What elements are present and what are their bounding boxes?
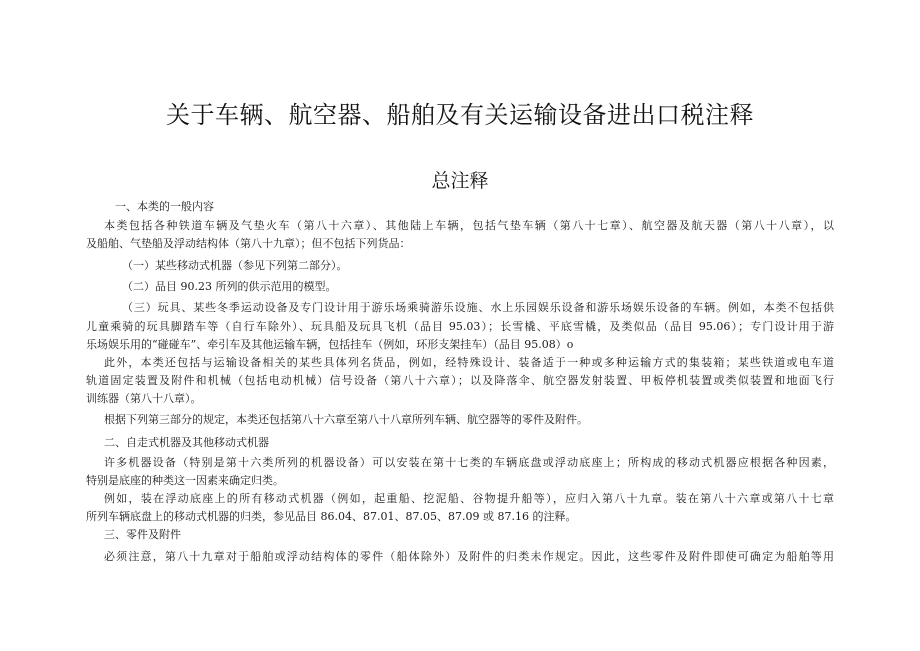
paragraph-line: 乐场娱乐用的“碰碰车”、牵引车及其他运输车辆，包括挂车（例如，环形支架挂车）（品目 95.08）o bbox=[86, 338, 574, 351]
paragraph-line: 本类包括各种铁道车辆及气垫火车（第八十六章）、其他陆上车辆，包括气垫车辆（第八十七章）、航空器及航天器（第八十八章），以 bbox=[104, 219, 834, 232]
exclusion-item-2: （二）品目 90.23 所列的供示范用的模型。 bbox=[122, 280, 337, 293]
paragraph-line: 许多机器设备（特别是第十六类所列的机器设备）可以安装在第十七类的车辆底盘或浮动底座上；所构成的移动式机器应根据各种因素， bbox=[104, 456, 834, 469]
paragraph-line: 此外，本类还包括与运输设备相关的某些具体列名货品，例如，经特殊设计、装备适于一种或多种运输方式的集装箱；某些铁道或电车道 bbox=[104, 356, 834, 369]
heading-parts-accessories: 三、零件及附件 bbox=[104, 528, 181, 541]
paragraph-line: 根据下列第三部分的规定，本类还包括第八十六章至第八十八章所列车辆、航空器等的零件及附件。 bbox=[104, 413, 588, 426]
heading-self-propelled-machines: 二、自走式机器及其他移动式机器 bbox=[104, 436, 269, 449]
paragraph-line: 训练器（第八十八章）。 bbox=[86, 392, 202, 405]
document-title: 关于车辆、航空器、船舶及有关运输设备进出口税注释 bbox=[166, 101, 754, 129]
paragraph-line: 例如，装在浮动底座上的所有移动式机器（例如，起重船、挖泥船、谷物提升船等），应归入第八十九章。装在第八十六章或第八十七章 bbox=[104, 492, 834, 505]
exclusion-item-3: （三）玩具、某些冬季运动设备及专门设计用于游乐场乘骑游乐设施、水上乐园娱乐设备和游乐场娱乐设备的车辆。例如，本类不包括供 bbox=[122, 301, 834, 314]
paragraph-line: 所列车辆底盘上的移动式机器的归类，参见品目 86.04、87.01、87.05、87.09 或 87.16 的注释。 bbox=[86, 510, 577, 523]
paragraph-line: 及船舶、气垫船及浮动结构体（第八十九章）；但不包括下列货品： bbox=[86, 237, 411, 250]
paragraph-line: 儿童乘骑的玩具脚踏车等（自行车除外）、玩具船及玩具飞机（品目 95.03）；长雪橇、平底雪橇，及类似品（品目 95.06）；专门设计用于游 bbox=[86, 320, 834, 333]
paragraph-line: 特别是底座的种类这一因素来确定归类。 bbox=[86, 474, 284, 487]
section-title: 总注释 bbox=[431, 170, 489, 192]
paragraph-line: 轨道固定装置及附件和机械（包括电动机械）信号设备（第八十六章）；以及降落伞、航空器发射装置、甲板停机装置或类似装置和地面飞行 bbox=[86, 374, 834, 387]
heading-general-content: 一、本类的一般内容 bbox=[115, 200, 214, 213]
exclusion-item-1: （一）某些移动式机器（参见下列第二部分）。 bbox=[122, 259, 348, 272]
paragraph-line: 必须注意，第八十九章对于船舶或浮动结构体的零件（船体除外）及附件的归类未作规定。因此，这些零件及附件即使可确定为船舶等用 bbox=[104, 550, 834, 563]
